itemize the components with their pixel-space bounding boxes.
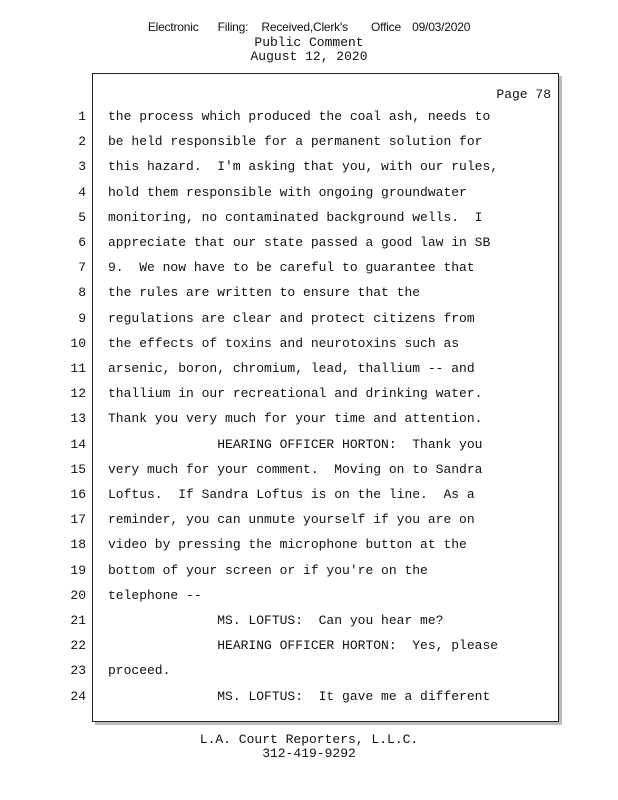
line-text: telephone -- [108, 587, 202, 603]
header-title: Public Comment [254, 35, 364, 50]
line-text: appreciate that our state passed a good law in SB [108, 235, 491, 250]
footer-company: L.A. Court Reporters, L.L.C. [199, 732, 419, 747]
line-text: very much for your comment. Moving on to Sandra [108, 461, 483, 477]
line-text: hold them responsible with ongoing groundwater [108, 184, 467, 200]
line-number: 18 [70, 537, 86, 553]
line-text: MS. LOFTUS: Can you hear me? [108, 613, 444, 628]
line-number: 16 [70, 487, 86, 502]
line-number: 20 [70, 587, 86, 603]
efiling-office: Office [371, 20, 401, 34]
line-text: reminder, you can unmute yourself if you are on [108, 512, 475, 528]
efiling-stamp [0, 20, 618, 34]
header-date: August 12, 2020 [250, 49, 368, 64]
line-number: 21 [70, 613, 86, 628]
line-text: Loftus. If Sandra Loftus is on the line. As a [108, 487, 475, 502]
line-number: 8 [78, 285, 86, 301]
line-text: this hazard. I'm asking that you, with our rules, [108, 159, 499, 175]
line-number: 4 [78, 184, 86, 200]
line-text: video by pressing the microphone button at the [108, 537, 467, 553]
line-text: proceed. [108, 663, 171, 679]
line-number: 5 [78, 209, 86, 225]
line-text: the effects of toxins and neurotoxins such as [108, 335, 460, 351]
line-number: 1 [78, 109, 86, 124]
line-text: thallium in our recreational and drinking water. [108, 386, 483, 402]
line-text: the rules are written to ensure that the [108, 285, 421, 301]
line-number: 7 [78, 260, 86, 276]
efiling-electronic: Electronic [147, 20, 199, 34]
efiling-date: 09/03/2020 [412, 20, 471, 34]
page-number: Page 78 [496, 87, 551, 102]
line-number: 6 [78, 235, 86, 250]
line-text: Thank you very much for your time and attention. [108, 411, 483, 427]
line-text: arsenic, boron, chromium, lead, thallium -- and [108, 361, 475, 376]
line-text: be held responsible for a permanent solution for [108, 134, 483, 150]
line-text: monitoring, no contaminated background wells. I [108, 209, 483, 225]
line-number: 3 [78, 159, 86, 175]
line-number: 11 [70, 361, 86, 376]
line-number: 19 [70, 562, 86, 578]
line-number: 10 [70, 335, 86, 351]
line-number: 13 [70, 411, 86, 427]
efiling-filing: Filing: [217, 20, 249, 34]
efiling-received: Received,Clerk's [261, 20, 348, 34]
line-text: bottom of your screen or if you're on the [108, 562, 428, 578]
line-number: 17 [70, 512, 86, 528]
line-number: 12 [70, 386, 86, 402]
line-text: HEARING OFFICER HORTON: Thank you [108, 436, 483, 452]
line-number: 14 [70, 436, 86, 452]
line-number: 22 [70, 638, 86, 654]
line-text: the process which produced the coal ash, needs to [108, 109, 491, 124]
line-text: HEARING OFFICER HORTON: Yes, please [108, 638, 499, 654]
line-number: 24 [70, 688, 86, 704]
line-number: 9 [78, 310, 86, 326]
line-text: 9. We now have to be careful to guarantee that [108, 260, 475, 276]
line-text: MS. LOFTUS: It gave me a different [108, 688, 491, 704]
line-text: regulations are clear and protect citizens from [108, 310, 475, 326]
footer-phone: 312-419-9292 [262, 746, 356, 761]
line-number: 23 [70, 663, 86, 679]
line-number: 2 [78, 134, 86, 150]
line-number: 15 [70, 461, 86, 477]
